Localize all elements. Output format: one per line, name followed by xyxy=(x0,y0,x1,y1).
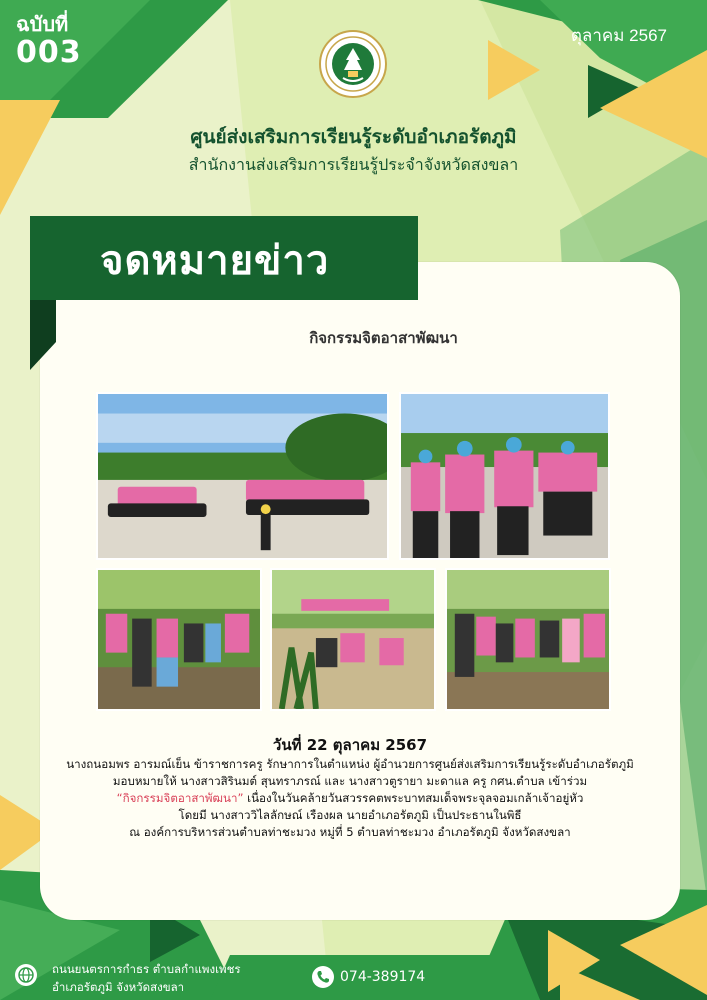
footer-address xyxy=(52,960,241,996)
activity-photo xyxy=(96,392,389,560)
publication-date: ตุลาคม 2567 xyxy=(570,26,667,45)
activity-title: กิจกรรมจิตอาสาพัฒนา xyxy=(309,329,458,347)
issue-number: 003 xyxy=(16,35,82,70)
article-body xyxy=(40,737,660,841)
article-line: มอบหมายให้ นางสาวสิรินมต์ สุนทราภรณ์ และ นางสาวตูรายา มะดาแล ครู กศน.ตำบล เข้าร่วม xyxy=(112,774,588,788)
parent-organization: สำนักงานส่งเสริมการเรียนรู้ประจำจังหวัดสงขลา xyxy=(188,155,519,174)
organization-logo xyxy=(319,30,387,98)
article-date: วันที่ 22 ตุลาคม 2567 xyxy=(272,736,428,754)
organization-name: ศูนย์ส่งเสริมการเรียนรู้ระดับอำเภอรัตภูมิ xyxy=(190,126,517,148)
globe-icon xyxy=(15,964,37,986)
article-line: ณ องค์การบริหารส่วนตำบลท่าชะมวง หมู่ที่ 5 ตำบลท่าชะมวง อำเภอรัตภูมิ จังหวัดสงขลา xyxy=(129,825,571,839)
activity-photo xyxy=(399,392,610,560)
issue-label: ฉบับที่ xyxy=(16,12,69,36)
activity-highlight: “กิจกรรมจิตอาสาพัฒนา” xyxy=(116,791,244,805)
banner-title: จดหมายข่าว xyxy=(100,238,330,284)
activity-photo xyxy=(270,568,436,711)
article-line xyxy=(40,790,660,807)
address-line: ถนนยนตรการกำธร ตำบลกำแพงเพชร xyxy=(52,962,241,976)
article-line-rest: เนื่องในวันคล้ายวันสวรรคตพระบาทสมเด็จพระจุลจอมเกล้าเจ้าอยู่หัว xyxy=(243,791,584,805)
article-line: โดยมี นางสาววิไลลักษณ์ เรืองผล นายอำเภอรัตภูมิ เป็นประธานในพิธี xyxy=(178,808,522,822)
phone-icon xyxy=(312,966,334,988)
footer-phone: 074-389174 xyxy=(340,969,426,985)
issue-block xyxy=(16,14,82,68)
activity-photo xyxy=(445,568,611,711)
activity-photo xyxy=(96,568,262,711)
address-line: อำเภอรัตภูมิ จังหวัดสงขลา xyxy=(52,980,185,994)
article-line: นางถนอมพร อารมณ์เย็น ข้าราชการครู รักษาการในตำแหน่ง ผู้อำนวยการศูนย์ส่งเสริมการเรียนรู้ระดับอำเภอรัตภูมิ xyxy=(66,757,634,771)
